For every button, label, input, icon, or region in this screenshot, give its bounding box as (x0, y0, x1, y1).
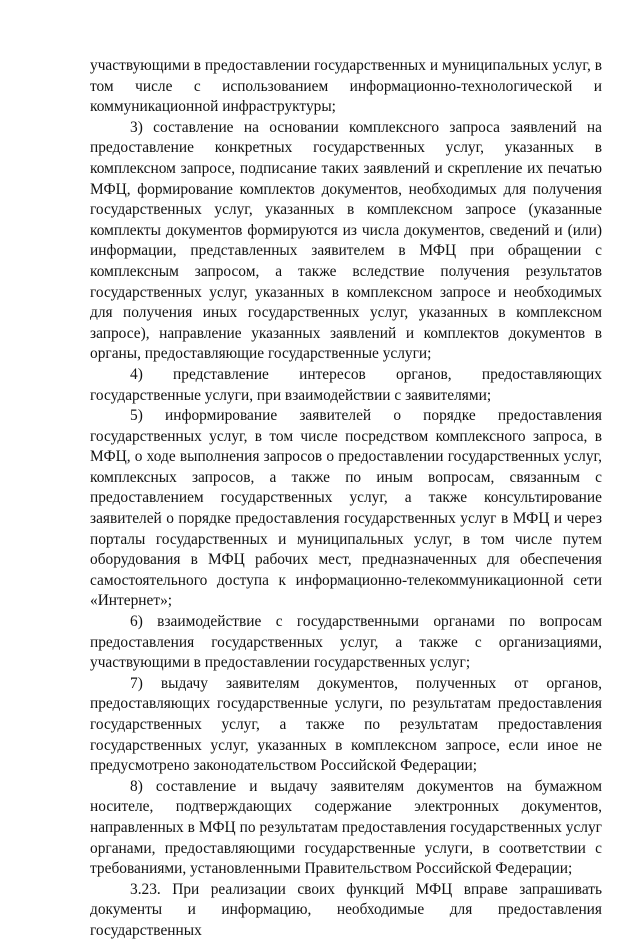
paragraph-item-7: 7) выдачу заявителям документов, полученных от органов, предоставляющих государственные услуги, по результатам предоставления государственных услуг, а также по результатам предоставления государственных услуг, указанных в комплексном запросе, если иное не предусмотрено законодательством Российской Федерации; (90, 674, 602, 775)
paragraph-section-3-23: 3.23. При реализации своих функций МФЦ вправе запрашивать документы и информацию, необходимые для предоставления государственных (90, 880, 602, 939)
paragraph-item-3: 3) составление на основании комплексного запроса заявлений на предоставление конкретных государственных услуг, указанных в комплексном запросе, подписание таких заявлений и скрепление их печатью МФЦ, формирование комплектов документов, необходимых для получения государственных услуг, указанных в комплексном запросе (указанные комплекты документов формируются из числа документов, сведений и (или) информации, представленных заявителем в МФЦ при обращении с комплексным запросом, а также вследствие получения результатов государственных услуг, указанных в комплексном запросе и необходимых для получения иных государственных услуг, указанных в комплексном запросе), направление указанных заявлений и комплектов документов в органы, предоставляющие государственные услуги; (90, 118, 602, 363)
paragraph-item-4: 4) представление интересов органов, предоставляющих государственные услуги, при взаимодействии с заявителями; (90, 365, 602, 404)
document-page (90, 56, 602, 942)
paragraph-item-5: 5) информирование заявителей о порядке предоставления государственных услуг, в том числе посредством комплексного запроса, в МФЦ, о ходе выполнения запросов о предоставлении государственных услуг, комплексных запросов, а также по иным вопросам, связанным с предоставлением государственных услуг, а также консультирование заявителей о порядке предоставления государственных услуг в МФЦ и через порталы государственных и муниципальных услуг, в том числе путем оборудования в МФЦ рабочих мест, предназначенных для обеспечения самостоятельного доступа к информационно-телекоммуникационной сети «Интернет»; (90, 407, 602, 610)
paragraph-continuation: участвующими в предоставлении государственных и муниципальных услуг, в том числе с использованием информационно-технологической и коммуникационной инфраструктуры; (90, 57, 602, 116)
paragraph-item-6: 6) взаимодействие с государственными органами по вопросам предоставления государственных услуг, а также с организациями, участвующими в предоставлении государственных услуг; (90, 613, 602, 672)
paragraph-item-8: 8) составление и выдачу заявителям документов на бумажном носителе, подтверждающих содержание электронных документов, направленных в МФЦ по результатам предоставления государственных услуг органами, предоставляющими государственные услуги, в соответствии с требованиями, установленными Правительством Российской Федерации; (90, 777, 602, 878)
